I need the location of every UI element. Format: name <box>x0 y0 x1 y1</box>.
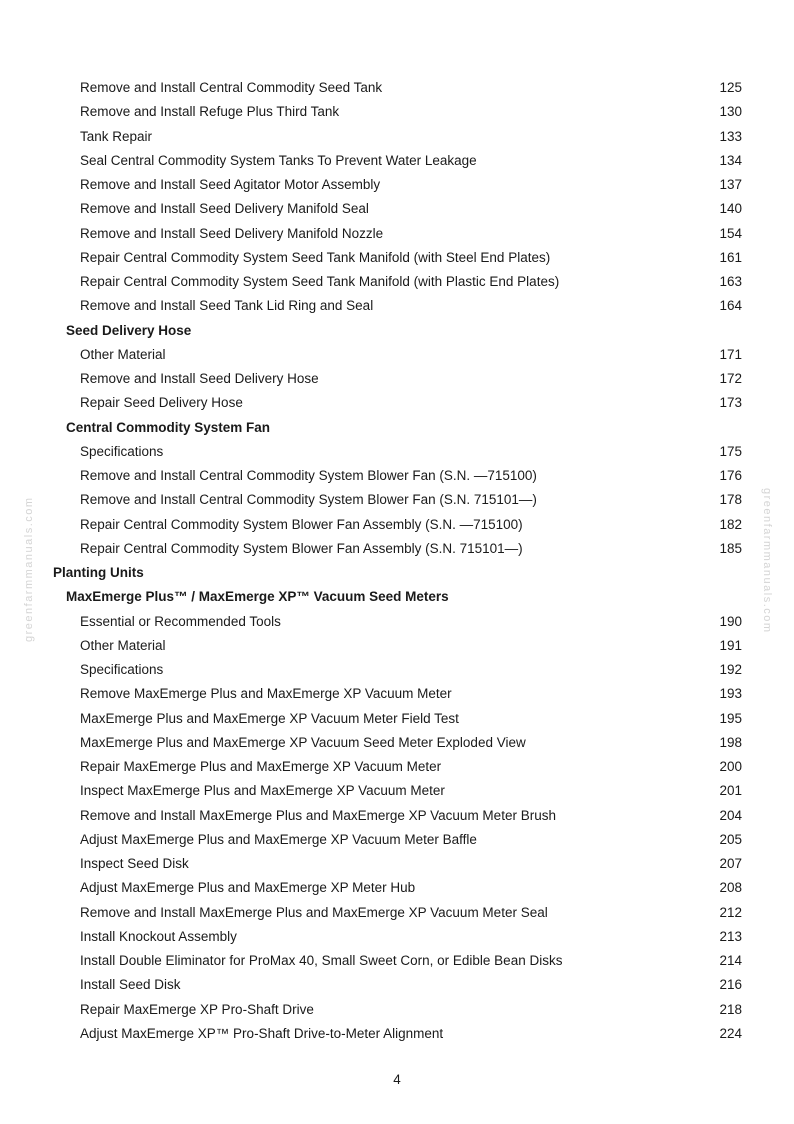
toc-entry[interactable] <box>0 391 794 415</box>
toc-entry-title: Seal Central Commodity System Tanks To Prevent Water Leakage <box>80 152 477 168</box>
toc-entry[interactable] <box>0 125 794 149</box>
toc-entry-title: Repair Seed Delivery Hose <box>80 395 243 411</box>
toc-entry[interactable] <box>0 343 794 367</box>
toc-entry-page: 192 <box>719 662 742 677</box>
toc-entry-title: MaxEmerge Plus™ / MaxEmerge XP™ Vacuum Seed Meters <box>66 589 449 605</box>
toc-entry[interactable] <box>0 173 794 197</box>
toc-entry-title: Adjust MaxEmerge Plus and MaxEmerge XP Vacuum Meter Baffle <box>80 831 477 847</box>
toc-entry[interactable] <box>0 852 794 876</box>
toc-entry[interactable] <box>0 440 794 464</box>
toc-entry-page: 171 <box>719 346 742 362</box>
toc-entry-title: Remove and Install MaxEmerge Plus and MaxEmerge XP Vacuum Meter Brush <box>80 807 556 823</box>
toc-entry[interactable] <box>0 682 794 706</box>
toc-entry-title: Adjust MaxEmerge Plus and MaxEmerge XP Meter Hub <box>80 880 416 896</box>
toc-entry-page: 190 <box>719 613 742 629</box>
toc-entry-title: Install Knockout Assembly <box>80 928 237 944</box>
toc-entry[interactable] <box>0 513 794 537</box>
toc-entry-title: Remove and Install Seed Delivery Manifold Nozzle <box>80 225 384 241</box>
toc-entry[interactable] <box>0 197 794 221</box>
toc-entry-title: Install Double Eliminator for ProMax 40, Small Sweet Corn, or Edible Bean Disks <box>80 953 563 968</box>
toc-entry-title: Specifications <box>80 443 164 459</box>
toc-entry-page: 207 <box>719 856 742 871</box>
toc-entry-title: Inspect Seed Disk <box>80 856 189 871</box>
toc-entry[interactable] <box>0 998 794 1022</box>
toc-entry-page: 191 <box>719 637 742 653</box>
toc-entry-page: 134 <box>719 152 742 168</box>
watermark-left: greenfarmmanuals.com <box>23 496 35 642</box>
toc-entry-title: Remove and Install Central Commodity System Blower Fan (S.N. 715101—) <box>80 492 537 508</box>
toc-entry-title: Remove and Install Central Commodity System Blower Fan (S.N. —715100) <box>80 468 537 483</box>
toc-entry-page: 224 <box>719 1025 742 1041</box>
toc-entry-title: Repair Central Commodity System Seed Tank Manifold (with Steel End Plates) <box>80 249 551 265</box>
toc-entry[interactable] <box>0 270 794 294</box>
toc-entry-title: Other Material <box>80 346 166 362</box>
toc-entry[interactable] <box>0 634 794 658</box>
toc-entry-page: 195 <box>719 710 742 726</box>
toc-entry[interactable] <box>0 149 794 173</box>
toc-entry-page: 204 <box>719 807 742 823</box>
toc-entry-page: 200 <box>719 759 742 774</box>
toc-entry-title: Remove and Install Central Commodity Seed Tank <box>80 80 383 95</box>
toc-entry[interactable] <box>0 755 794 779</box>
toc-entry-page: 214 <box>719 953 742 968</box>
toc-entry-title: Remove and Install Seed Agitator Motor Assembly <box>80 177 381 192</box>
toc-entry[interactable] <box>0 294 794 318</box>
toc-entry[interactable] <box>0 949 794 973</box>
toc-entry-page: 205 <box>719 831 742 847</box>
toc-entry-page: 133 <box>719 128 742 144</box>
toc-entry-title: Remove and Install Seed Tank Lid Ring and Seal <box>80 298 374 314</box>
toc-subsection-heading <box>0 319 794 343</box>
toc-entry[interactable] <box>0 488 794 512</box>
toc-entry-page: 173 <box>719 395 742 411</box>
toc-entry-title: Remove and Install Refuge Plus Third Tank <box>80 104 340 120</box>
toc-entry-title: Tank Repair <box>80 128 153 144</box>
toc-entry[interactable] <box>0 610 794 634</box>
toc-entry-title: MaxEmerge Plus and MaxEmerge XP Vacuum Meter Field Test <box>80 710 459 726</box>
toc-entry-title: Remove and Install MaxEmerge Plus and MaxEmerge XP Vacuum Meter Seal <box>80 904 548 920</box>
toc-entry-page: 193 <box>719 686 742 702</box>
toc-entry[interactable] <box>0 222 794 246</box>
toc-entry[interactable] <box>0 973 794 997</box>
toc-entry[interactable] <box>0 658 794 682</box>
toc-entry[interactable] <box>0 246 794 270</box>
page-number: 4 <box>393 1072 401 1087</box>
toc-entry-page: 137 <box>719 177 742 192</box>
toc-entry-title: Inspect MaxEmerge Plus and MaxEmerge XP Vacuum Meter <box>80 783 445 799</box>
toc-subsection-heading <box>0 416 794 440</box>
toc-entry[interactable] <box>0 76 794 100</box>
toc-entry-title: Seed Delivery Hose <box>66 322 192 338</box>
toc-entry-page: 182 <box>719 516 742 532</box>
toc-entry-title: Specifications <box>80 662 164 677</box>
toc-entry-title: Adjust MaxEmerge XP™ Pro-Shaft Drive-to-Meter Alignment <box>80 1025 444 1041</box>
toc-entry[interactable] <box>0 464 794 488</box>
toc-entry[interactable] <box>0 828 794 852</box>
toc-entry[interactable] <box>0 779 794 803</box>
toc-subsection-heading <box>0 585 794 609</box>
toc-entry-title: Repair Central Commodity System Blower Fan Assembly (S.N. —715100) <box>80 516 523 532</box>
toc-entry-page: 201 <box>719 783 742 799</box>
toc-entry-title: Repair Central Commodity System Blower Fan Assembly (S.N. 715101—) <box>80 540 523 556</box>
toc-entry-page: 164 <box>719 298 742 314</box>
toc-entry-page: 172 <box>719 371 742 386</box>
toc-entry-page: 163 <box>719 274 742 289</box>
toc-entry[interactable] <box>0 1022 794 1046</box>
toc-entry-title: Repair MaxEmerge Plus and MaxEmerge XP Vacuum Meter <box>80 759 442 774</box>
toc-entry-title: Central Commodity System Fan <box>66 419 271 435</box>
toc-entry-title: Planting Units <box>53 565 144 580</box>
toc-entry[interactable] <box>0 901 794 925</box>
toc-section-heading <box>0 561 794 585</box>
toc-entry-title: Remove and Install Seed Delivery Hose <box>80 371 319 386</box>
toc-entry-page: 208 <box>719 880 742 896</box>
toc-entry-title: Repair Central Commodity System Seed Tank Manifold (with Plastic End Plates) <box>80 274 560 289</box>
toc-entry-page: 175 <box>719 443 742 459</box>
toc-entry[interactable] <box>0 731 794 755</box>
toc-entry-page: 213 <box>719 928 742 944</box>
table-of-contents <box>0 76 794 1046</box>
toc-entry-title: MaxEmerge Plus and MaxEmerge XP Vacuum Seed Meter Exploded View <box>80 734 526 750</box>
toc-entry[interactable] <box>0 925 794 949</box>
toc-entry[interactable] <box>0 367 794 391</box>
toc-entry-page: 212 <box>719 904 742 920</box>
toc-entry[interactable] <box>0 537 794 561</box>
toc-entry-title: Remove MaxEmerge Plus and MaxEmerge XP Vacuum Meter <box>80 686 452 702</box>
toc-entry-title: Essential or Recommended Tools <box>80 613 281 629</box>
watermark-right: greenfarmmanuals.com <box>761 488 773 634</box>
toc-entry-page: 185 <box>719 540 742 556</box>
toc-entry-page: 218 <box>719 1001 742 1017</box>
toc-entry-title: Other Material <box>80 637 166 653</box>
toc-entry-page: 216 <box>719 977 742 993</box>
toc-entry-page: 178 <box>719 492 742 508</box>
toc-entry[interactable] <box>0 707 794 731</box>
toc-entry[interactable] <box>0 804 794 828</box>
toc-entry-page: 176 <box>719 468 742 483</box>
toc-entry[interactable] <box>0 100 794 124</box>
toc-entry-page: 154 <box>719 225 742 241</box>
toc-entry-page: 198 <box>719 734 742 750</box>
toc-entry-title: Remove and Install Seed Delivery Manifold Seal <box>80 201 369 217</box>
toc-entry-page: 140 <box>719 201 742 217</box>
toc-entry-title: Install Seed Disk <box>80 977 181 993</box>
toc-entry-page: 161 <box>719 249 742 265</box>
toc-entry[interactable] <box>0 876 794 900</box>
toc-entry-page: 130 <box>719 104 742 120</box>
toc-entry-page: 125 <box>719 80 742 95</box>
toc-entry-title: Repair MaxEmerge XP Pro-Shaft Drive <box>80 1001 314 1017</box>
